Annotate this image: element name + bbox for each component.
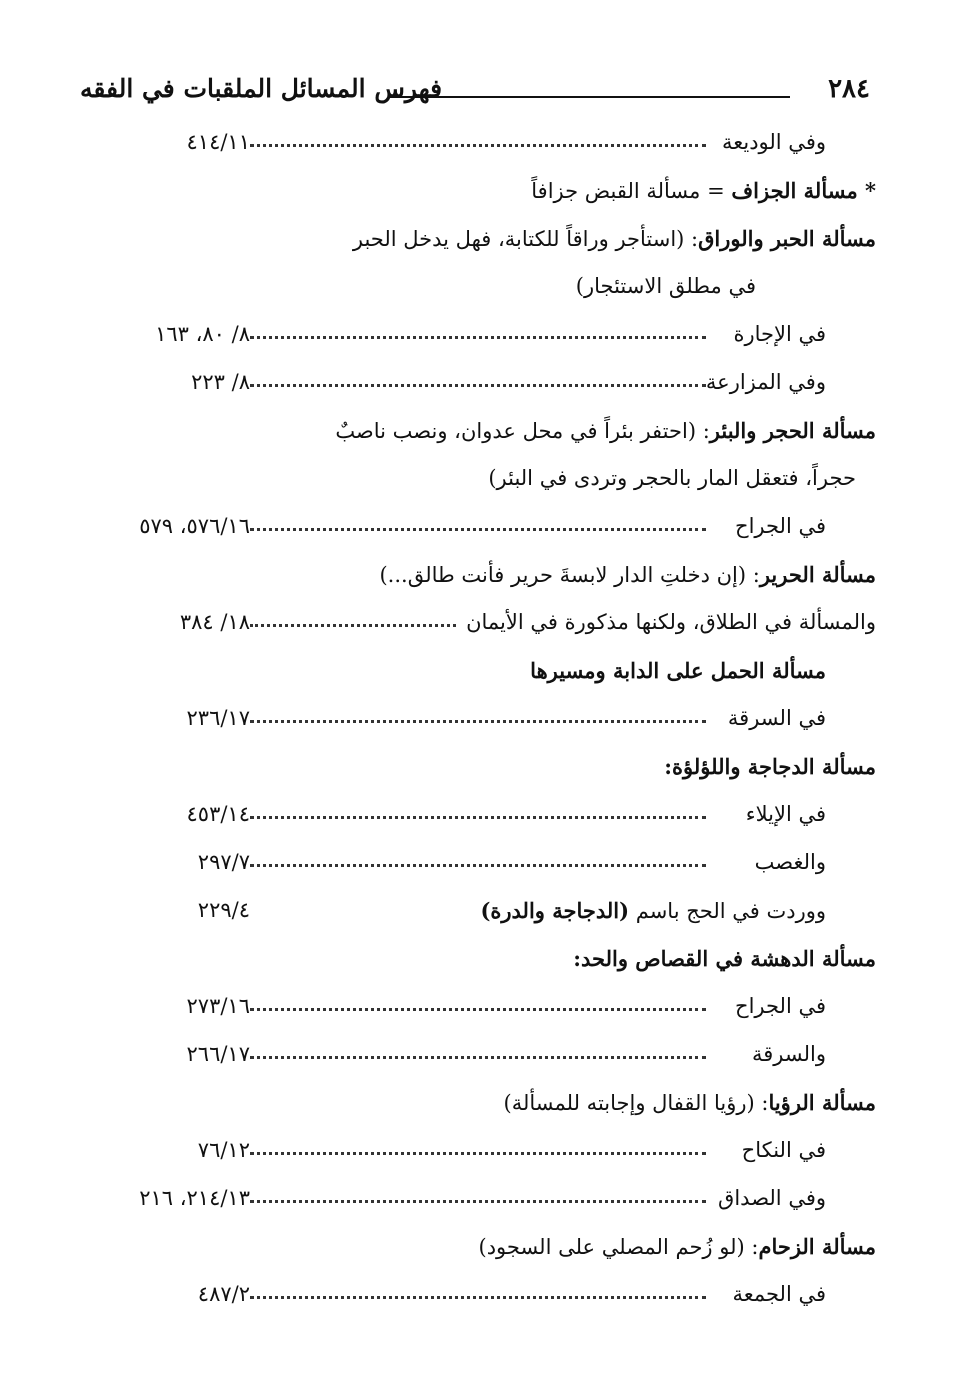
issue-title: مسألة الحبر والوراق (698, 226, 876, 251)
leader-dots (250, 384, 706, 387)
issue-heading (379, 562, 876, 606)
entry-label (480, 898, 826, 923)
entry-label: في الجراح (735, 994, 826, 1018)
issue-heading (335, 418, 876, 462)
entry-label: وفي المزارعة (705, 370, 826, 394)
issue-heading (504, 1090, 876, 1134)
index-entry (80, 1042, 826, 1086)
entry-label: والسرقة (752, 1042, 826, 1066)
index-entry (80, 610, 876, 654)
leader-dots (250, 864, 706, 867)
issue-description: = مسألة القبض جزافاً (531, 179, 732, 203)
entry-reference: ٥٧٦/١٦، ٥٧٩ (139, 514, 250, 538)
issue-heading (353, 226, 876, 270)
leader-dots (250, 816, 706, 819)
entry-label: في السرقة (727, 706, 826, 730)
entry-label: في الجراح (735, 514, 826, 538)
entry-reference: ٨/ ٨٠، ١٦٣ (155, 322, 250, 346)
header-rule (390, 96, 790, 98)
entry-reference: ٧٦/١٢ (197, 1138, 250, 1162)
entry-label: والغصب (754, 850, 826, 874)
leader-dots (250, 720, 706, 723)
issue-title: مسألة الدجاجة واللؤلؤة: (664, 754, 876, 779)
entry-reference: ٢١٤/١٣، ٢١٦ (139, 1186, 250, 1210)
page-header (80, 74, 870, 114)
leader-dots (250, 1296, 706, 1299)
entry-reference: ٢٧٣/١٦ (186, 994, 250, 1018)
entry-label: وفي الوديعة (721, 130, 826, 154)
issue-heading (530, 658, 826, 702)
issue-title: مسألة الجزاف (731, 178, 858, 203)
entry-reference: ٤٨٧/٢ (197, 1282, 250, 1306)
star-marker: * (857, 178, 876, 203)
leader-dots (250, 1008, 706, 1011)
issue-description: : (احتفر بئراً في محل عدوان، ونصب ناصبٌ (335, 419, 710, 443)
entry-label: في الجمعة (732, 1282, 826, 1306)
issue-heading (479, 1234, 877, 1278)
issue-description-continuation: في مطلق الاستئجار) (575, 274, 756, 298)
index-entry (80, 898, 826, 942)
entry-reference: ١٨/ ٣٨٤ (179, 610, 250, 634)
issue-title: مسألة الدهشة في القصاص والحد: (573, 946, 876, 971)
issue-title: مسألة الحمل على الدابة ومسيرها (530, 658, 826, 683)
entry-label: في الإجارة (733, 322, 826, 346)
entry-label: في النكاح (741, 1138, 826, 1162)
leader-dots (250, 336, 706, 339)
entry-label-text: ووردت في الحج باسم (629, 899, 826, 923)
index-entry (80, 706, 826, 750)
entry-label: في الإيلاء (745, 802, 826, 826)
index-entry (80, 1282, 826, 1326)
index-entry (80, 994, 826, 1038)
entry-reference: ٢٢٩/٤ (197, 898, 250, 922)
page-number: ٢٨٤ (828, 74, 870, 104)
entry-reference: ٤١٤/١١ (186, 130, 250, 154)
index-entry (80, 802, 826, 846)
issue-description-continuation: حجراً، فتعقل المار بالحجر وتردى في البئر) (488, 466, 856, 490)
issue-description: : (رؤيا القفال وإجابته للمسألة) (503, 1091, 769, 1115)
entry-label: والمسألة في الطلاق، ولكنها مذكورة في الأيمان (466, 610, 876, 634)
index-entry (80, 130, 826, 174)
issue-heading (664, 754, 876, 798)
entry-reference: ٤٥٣/١٤ (186, 802, 250, 826)
issue-heading (573, 946, 876, 990)
entry-reference: ٢٩٧/٧ (197, 850, 250, 874)
leader-dots (250, 1200, 706, 1203)
leader-dots (250, 1056, 706, 1059)
index-entry (80, 1186, 826, 1230)
alternate-name: (الدجاجة والدرة) (480, 898, 630, 923)
leader-dots (250, 528, 706, 531)
entry-reference: ٢٦٦/١٧ (186, 1042, 250, 1066)
issue-description: : (لو زُحم المصلي على السجود) (478, 1235, 759, 1259)
entry-reference: ٢٣٦/١٧ (186, 706, 250, 730)
issue-title: مسألة الحجر والبئر (709, 418, 876, 443)
index-entry (80, 370, 826, 414)
entry-label: وفي الصداق (718, 1186, 826, 1210)
index-entry (80, 514, 826, 558)
issue-heading (531, 178, 876, 222)
leader-dots (250, 624, 456, 627)
entry-reference: ٨/ ٢٢٣ (191, 370, 250, 394)
issue-description: : (استأجر وراقاً للكتابة، فهل يدخل الحبر (352, 227, 699, 251)
index-entry (80, 850, 826, 894)
index-entry (80, 1138, 826, 1182)
leader-dots (250, 1152, 706, 1155)
index-entry (80, 322, 826, 366)
leader-dots (250, 144, 706, 147)
issue-description: : (إن دخلتِ الدار لابسةَ حرير فأنت طالق...) (379, 563, 760, 587)
running-title: فهرس المسائل الملقبات في الفقه (80, 74, 443, 103)
issue-title: مسألة الحرير (759, 562, 876, 587)
issue-title: مسألة الزحام (758, 1234, 876, 1259)
issue-title: مسألة الرؤيا (768, 1090, 876, 1115)
